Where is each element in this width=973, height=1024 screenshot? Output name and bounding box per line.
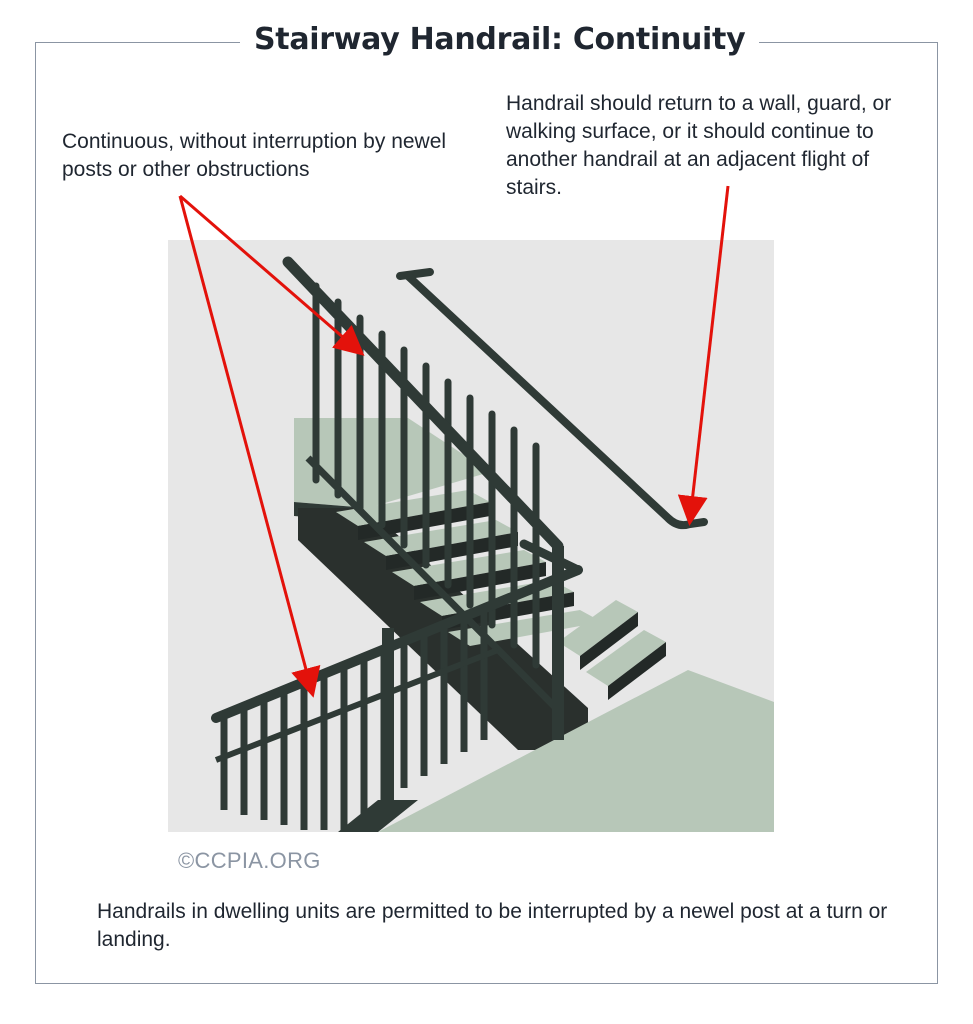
callout-continuous: Continuous, without interruption by newel posts or other obstructions bbox=[62, 130, 447, 181]
copyright-text: ©CCPIA.ORG bbox=[178, 848, 321, 873]
callout-dwelling-units: Handrails in dwelling units are permitted to be interrupted by a newel post at a turn or landing. bbox=[97, 900, 888, 951]
diagram-title: Stairway Handrail: Continuity bbox=[240, 22, 759, 57]
callout-return: Handrail should return to a wall, guard, or walking surface, or it should continue to another handrail at an adjacent flight of stairs. bbox=[506, 92, 892, 199]
stair-illustration bbox=[168, 240, 774, 832]
